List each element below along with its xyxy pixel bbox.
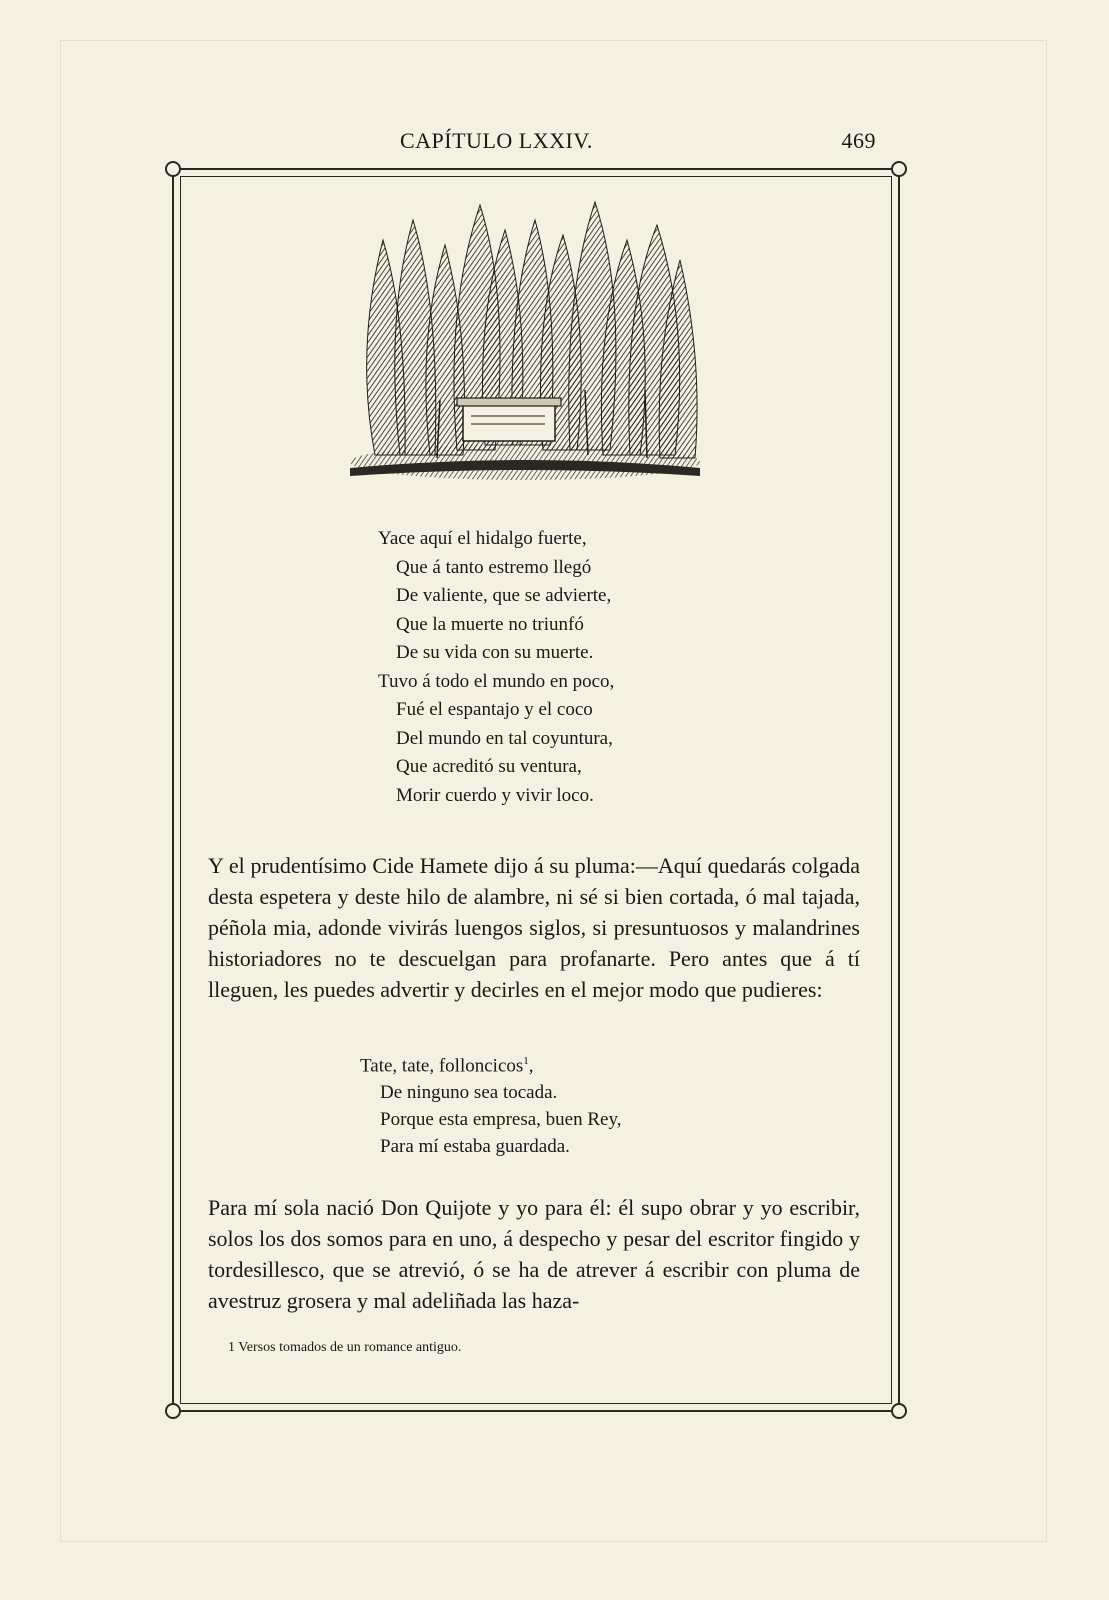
frame-corner-ornament bbox=[891, 1403, 907, 1419]
footnote-marker: 1 bbox=[523, 1055, 529, 1067]
verse-line: Para mí estaba guardada. bbox=[380, 1136, 570, 1158]
verse-line: Porque esta empresa, buen Rey, bbox=[380, 1109, 622, 1131]
verse-line: Que la muerte no triunfó bbox=[396, 613, 584, 635]
footnote-text: Versos tomados de un romance antiguo. bbox=[238, 1340, 462, 1355]
frame-corner-ornament bbox=[165, 161, 181, 177]
running-header bbox=[160, 128, 890, 158]
romance-verse bbox=[360, 1048, 621, 1160]
verse-line: Que acreditó su ventura, bbox=[396, 756, 582, 777]
verse-line bbox=[360, 1048, 621, 1079]
verse-line: De su vida con su muerte. bbox=[396, 642, 594, 663]
verse-punctuation: , bbox=[528, 1055, 534, 1077]
frame-corner-ornament bbox=[891, 161, 907, 177]
verse-line: Morir cuerdo y vivir loco. bbox=[396, 784, 594, 806]
verse-text: Tate, tate, folloncicos bbox=[360, 1055, 524, 1077]
epitaph-verse bbox=[378, 525, 614, 810]
chapter-title: CAPÍTULO LXXIV. bbox=[400, 128, 593, 153]
verse-line: Yace aquí el hidalgo fuerte, bbox=[378, 528, 587, 549]
verse-line: De valiente, que se advierte, bbox=[396, 585, 612, 606]
verse-line: Tuvo á todo el mundo en poco, bbox=[378, 670, 615, 692]
verse-line: Del mundo en tal coyuntura, bbox=[396, 727, 613, 749]
verse-line: Que á tanto estremo llegó bbox=[396, 556, 592, 578]
footnote bbox=[228, 1340, 461, 1356]
verse-line: De ninguno sea tocada. bbox=[380, 1082, 558, 1104]
body-paragraph: Para mí sola nació Don Quijote y yo para él: él supo obrar y yo escribir, solos los dos somos para en uno, á despecho y pesar del escritor fingido y tordesillesco, que se atrevió, ó se ha de atrever á escribir con pluma de avestruz grosera y mal adeliñada las haza- bbox=[208, 1195, 860, 1313]
footnote-number: 1 bbox=[228, 1340, 235, 1355]
tomb-among-cypresses-engraving bbox=[345, 200, 705, 485]
frame-corner-ornament bbox=[165, 1403, 181, 1419]
verse-line: Fué el espantajo y el coco bbox=[396, 699, 593, 720]
page-number: 469 bbox=[841, 128, 876, 153]
body-paragraph: Y el prudentísimo Cide Hamete dijo á su pluma:—Aquí quedarás colgada desta espetera y deste hilo de alambre, ni sé si bien cortada, ó mal tajada, péñola mia, adonde vivirás luengos siglos, si presuntuosos y malandrines historiadores no te descuelgan para profanarte. Pero antes que á tí lleguen, les puedes advertir y decirles en el mejor modo que pudieres: bbox=[208, 853, 860, 1002]
